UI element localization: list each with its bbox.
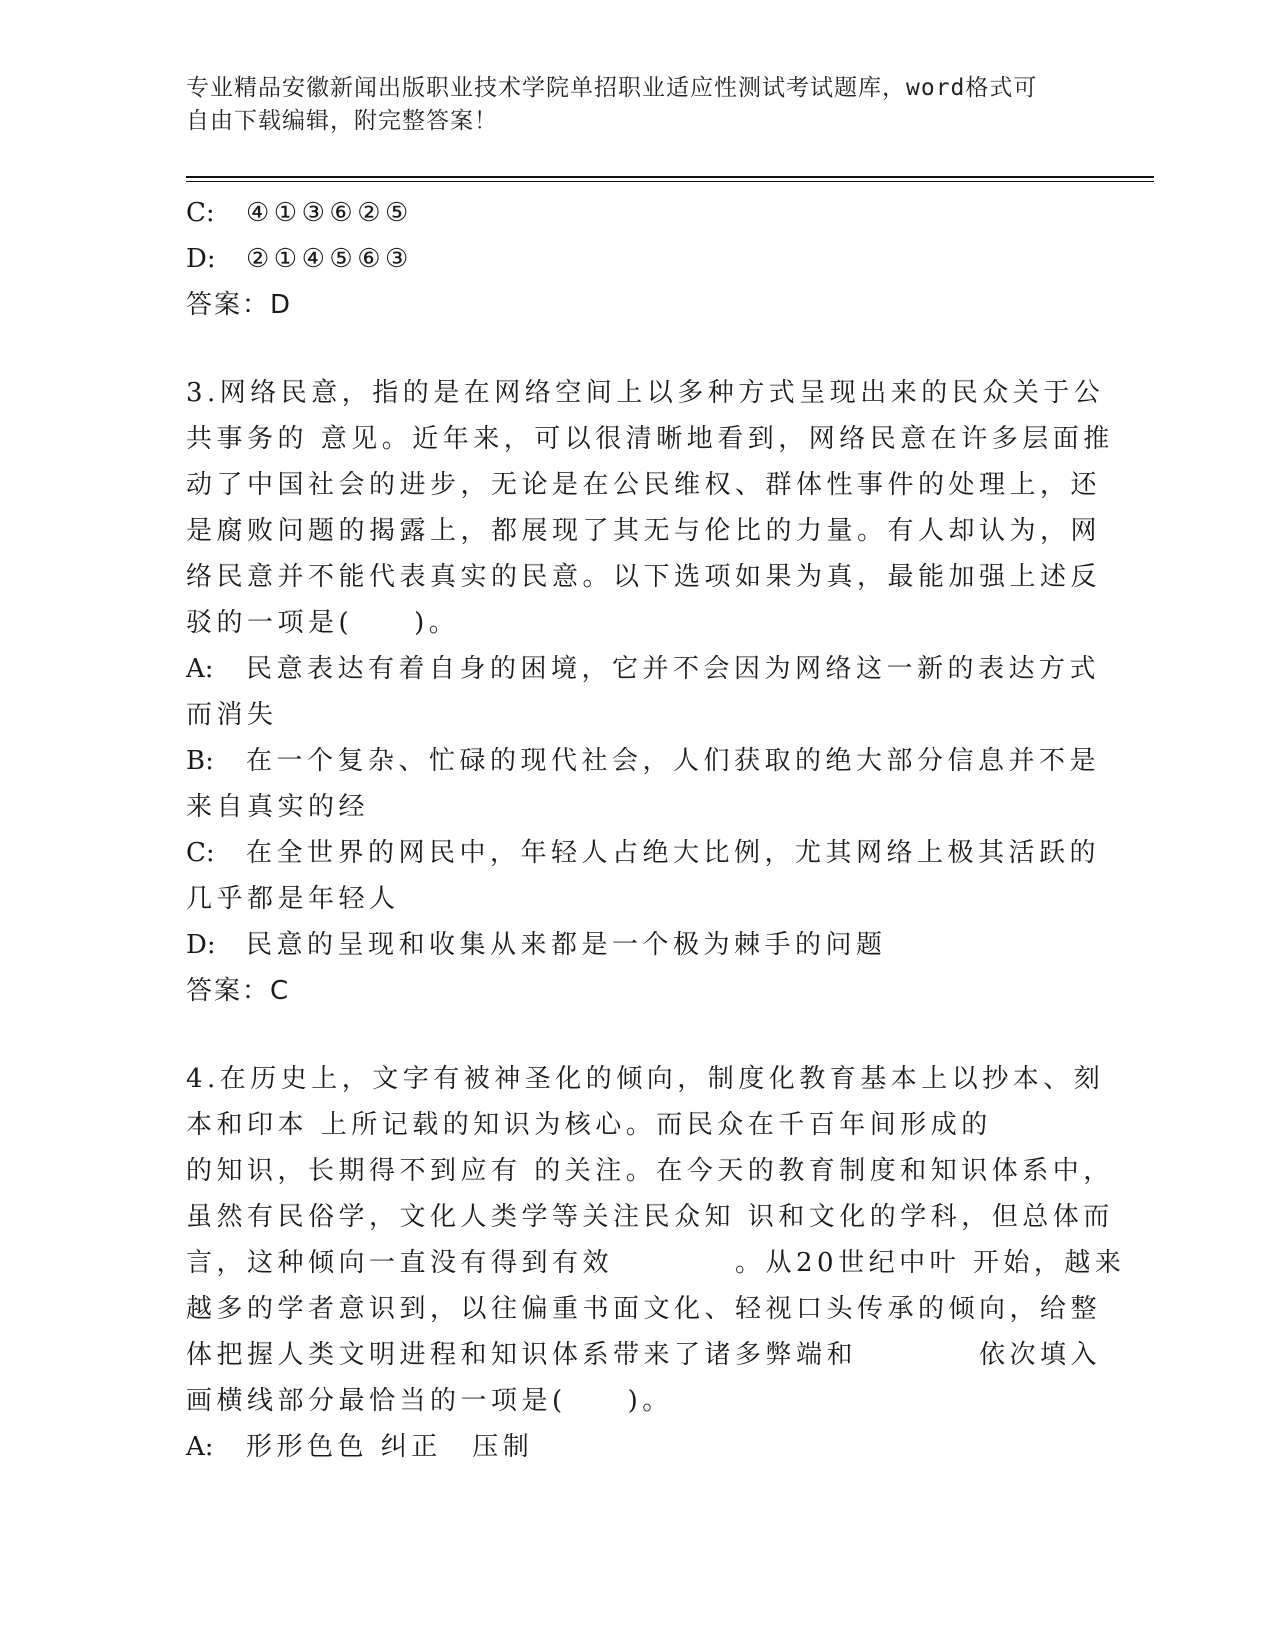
- q3-stem-line: 动了中国社会的进步，无论是在公民维权、群体性事件的处理上，还: [186, 470, 1102, 500]
- q3-option-c-cont: 几乎都是年轻人: [186, 884, 400, 914]
- q3-option-d: [186, 922, 1086, 968]
- option-text: 形形色色 纠正 压制: [246, 1432, 534, 1462]
- q3-stem-line: 驳的一项是( )。: [186, 608, 460, 638]
- option-text: 在全世界的网民中，年轻人占绝大比例，尤其网络上极其活跃的: [246, 838, 1101, 868]
- q3-option-b-cont: 来自真实的经: [186, 792, 370, 822]
- option-label: A:: [186, 1432, 214, 1462]
- q2-option-d: [186, 236, 1086, 282]
- q4-stem-line: 4.在历史上，文字有被神圣化的倾向，制度化教育基本上以抄本、刻: [186, 1064, 1105, 1094]
- q2-option-c: [186, 190, 1086, 236]
- spacer: [186, 1014, 1086, 1056]
- header-line-2: 自由下载编辑，附完整答案！: [186, 108, 498, 134]
- option-label: B:: [186, 746, 214, 776]
- option-label: D:: [186, 244, 216, 274]
- q3-option-b: [186, 738, 1101, 784]
- option-label: D:: [186, 930, 216, 960]
- q4-stem-line: 本和印本 上所记载的知识为核心。而民众在千百年间形成的: [186, 1110, 992, 1140]
- q3-option-a: [186, 646, 1101, 692]
- q4-stem-line: 的知识，长期得不到应有 的关注。在今天的教育制度和知识体系中，: [186, 1156, 1114, 1186]
- q3-option-c: [186, 830, 1101, 876]
- option-text: ②①④⑤⑥③: [246, 244, 413, 274]
- q2-answer: 答案：D: [186, 290, 293, 320]
- option-label: A:: [186, 654, 214, 684]
- header-rule-thick: [186, 176, 1154, 178]
- q3-stem-line: 3.网络民意，指的是在网络空间上以多种方式呈现出来的民众关于公: [186, 378, 1105, 408]
- header-line-1: 专业精品安徽新闻出版职业技术学院单招职业适应性测试考试题库，word格式可: [186, 75, 1038, 101]
- q4-stem-line: 虽然有民俗学，文化人类学等关注民众知 识和文化的学科，但总体而: [186, 1202, 1114, 1232]
- option-text: 民意表达有着自身的困境，它并不会因为网络这一新的表达方式: [246, 654, 1101, 684]
- q3-stem-line: 是腐败问题的揭露上，都展现了其无与伦比的力量。有人却认为，网: [186, 516, 1102, 546]
- q4-stem-line: 言，这种倾向一直没有得到有效 。从20世纪中叶 开始，越来: [186, 1248, 1126, 1278]
- spacer: [186, 328, 1086, 370]
- option-text: ④①③⑥②⑤: [246, 198, 413, 228]
- q4-stem-line: 体把握人类文明进程和知识体系带来了诸多弊端和 依次填入: [186, 1340, 1102, 1370]
- q3-answer: 答案：C: [186, 976, 291, 1006]
- q4-stem-line: 画横线部分最恰当的一项是( )。: [186, 1386, 673, 1416]
- header-rule-thin: [186, 181, 1154, 182]
- q3-stem-line: 络民意并不能代表真实的民意。以下选项如果为真，最能加强上述反: [186, 562, 1102, 592]
- option-label: C:: [186, 198, 215, 228]
- document-body: [186, 190, 1126, 1470]
- q4-option-a: [186, 1424, 1086, 1470]
- q3-option-a-cont: 而消失: [186, 700, 278, 730]
- q3-stem-line: 共事务的 意见。近年来，可以很清晰地看到，网络民意在许多层面推: [186, 424, 1114, 454]
- q4-stem-line: 越多的学者意识到，以往偏重书面文化、轻视口头传承的倾向，给整: [186, 1294, 1102, 1324]
- option-label: C:: [186, 838, 215, 868]
- document-header: [186, 72, 1076, 138]
- option-text: 民意的呈现和收集从来都是一个极为棘手的问题: [246, 930, 887, 960]
- option-text: 在一个复杂、忙碌的现代社会，人们获取的绝大部分信息并不是: [246, 746, 1101, 776]
